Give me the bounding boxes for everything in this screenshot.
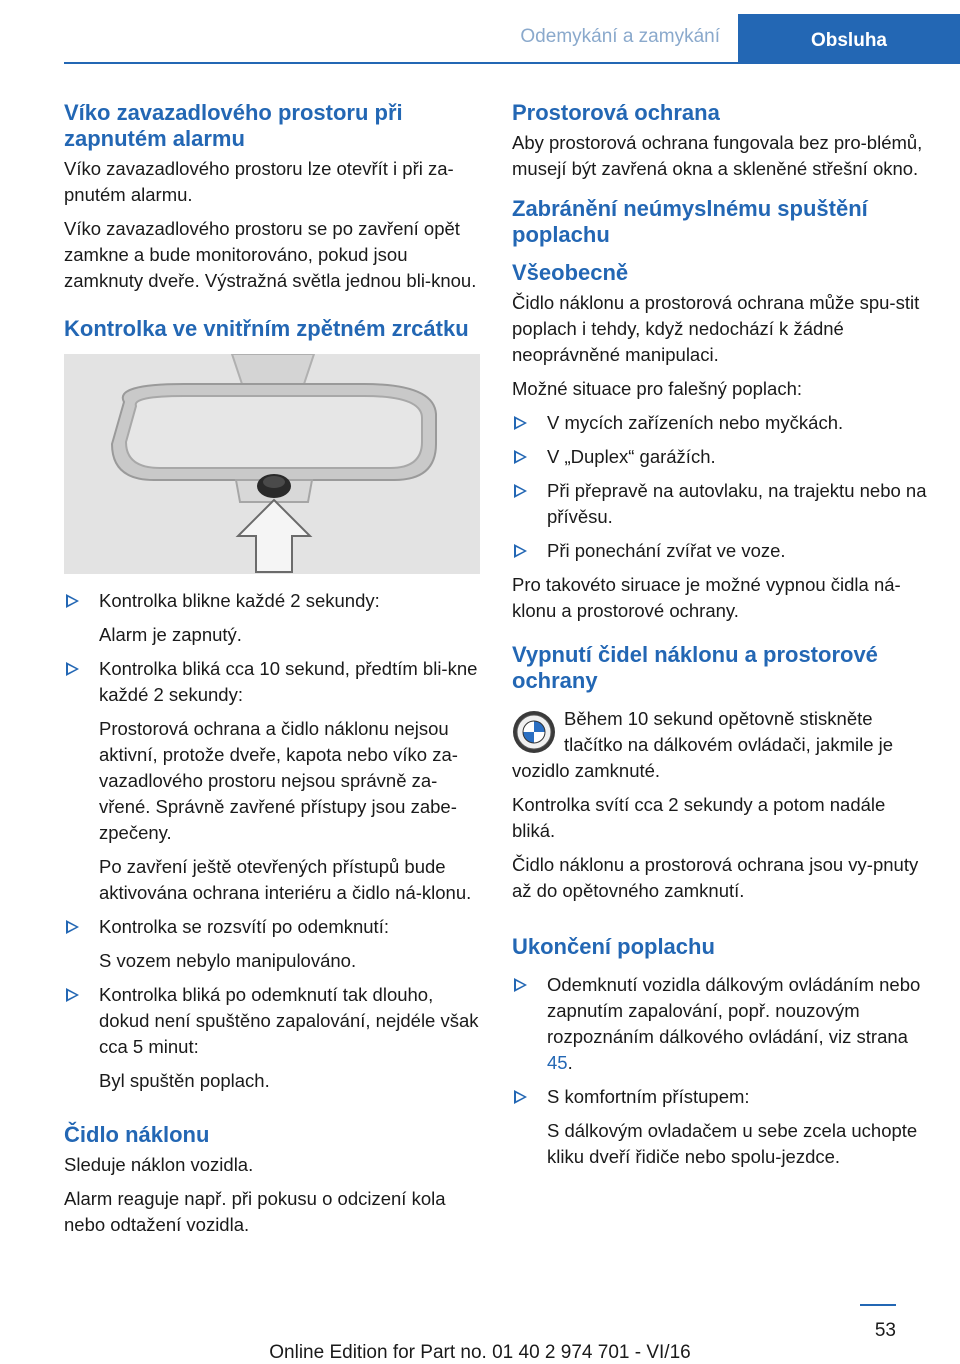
list-item-text: S vozem nebylo manipulováno. xyxy=(99,950,357,971)
remote-note xyxy=(512,706,928,784)
heading-prevent-false-alarm: Zabránění neúmyslnému spuštění poplachu xyxy=(512,196,868,247)
bullet-triangle-icon xyxy=(514,544,527,558)
bullet-triangle-icon xyxy=(514,450,527,464)
paragraph: Čidlo náklonu a prostorová ochrana může spu-stit poplach i tehdy, když nedochází k žádné neoprávněné manipulaci. xyxy=(512,292,920,365)
bullet-triangle-icon xyxy=(66,988,79,1002)
list-item xyxy=(512,478,928,530)
heading-trunk-lid: Víko zavazadlového prostoru při zapnutém alarmu xyxy=(64,100,403,151)
edition-note: Online Edition for Part no. 01 40 2 974 701 - VI/16 xyxy=(269,1342,691,1363)
list-item xyxy=(64,656,482,906)
heading-general: Všeobecně xyxy=(512,260,629,285)
list-item-text: V mycích zařízeních nebo myčkách. xyxy=(547,412,844,433)
right-column xyxy=(512,100,928,1178)
paragraph: Sleduje náklon vozidla. xyxy=(64,1154,254,1175)
paragraph: Víko zavazadlového prostoru se po zavření opět zamkne a bude monitorováno, pokud jsou zamknuty dveře. Výstražná světla jednou bli-knou. xyxy=(64,218,477,291)
bmw-logo-icon xyxy=(512,710,556,754)
paragraph: Kontrolka svítí cca 2 sekundy a potom nadále bliká. xyxy=(512,794,886,841)
text-run: . xyxy=(567,1052,573,1073)
list-item xyxy=(64,982,482,1094)
list-item-text: Prostorová ochrana a čidlo náklonu nejsou aktivní, protože dveře, kapota nebo víko za-vazadlového prostoru nejsou správně za-vřené. Správně zavřené přístupy jsou zabe-zpečeny. xyxy=(99,718,458,843)
bullet-triangle-icon xyxy=(514,978,527,992)
list-item xyxy=(64,588,482,648)
heading-end-alarm: Ukončení poplachu xyxy=(512,934,715,959)
section-title: Odemykání a zamykání xyxy=(520,26,720,47)
page-footer xyxy=(0,1316,960,1362)
heading-interior-protection: Prostorová ochrana xyxy=(512,100,720,125)
list-item-title: Kontrolka blikne každé 2 sekundy: xyxy=(99,590,380,611)
list-item xyxy=(512,1084,928,1170)
paragraph: Alarm reaguje např. při pokusu o odcizení kola nebo odtažení vozidla. xyxy=(64,1188,446,1235)
bullet-triangle-icon xyxy=(66,662,79,676)
list-item xyxy=(64,914,482,974)
list-item-text: Při přepravě na autovlaku, na trajektu nebo na přívěsu. xyxy=(547,480,927,527)
list-item xyxy=(512,444,928,470)
mirror-illustration xyxy=(64,354,480,574)
footer-rule xyxy=(860,1304,896,1306)
left-column xyxy=(64,100,482,1246)
list-item xyxy=(512,410,928,436)
list-item-text: V „Duplex“ garážích. xyxy=(547,446,716,467)
bullet-triangle-icon xyxy=(66,920,79,934)
list-item-title: Kontrolka bliká cca 10 sekund, předtím bli-kne každé 2 sekundy: xyxy=(99,658,478,705)
heading-mirror-indicator: Kontrolka ve vnitřním zpětném zrcátku xyxy=(64,316,469,341)
heading-disable-sensors: Vypnutí čidel náklonu a prostorové ochrany xyxy=(512,642,878,693)
bullet-triangle-icon xyxy=(66,594,79,608)
heading-tilt-sensor: Čidlo náklonu xyxy=(64,1122,210,1147)
list-item xyxy=(512,538,928,564)
chapter-tab: Obsluha xyxy=(738,14,960,62)
list-item xyxy=(512,972,928,1076)
page-reference-link[interactable]: 45 xyxy=(547,1052,568,1073)
page-number: 53 xyxy=(874,1320,896,1341)
paragraph: Pro takovéto siruace je možné vypnou čidla ná-klonu a prostorové ochrany. xyxy=(512,574,901,621)
paragraph: Možné situace pro falešný poplach: xyxy=(512,378,803,399)
header-rule xyxy=(64,62,960,64)
list-item-text: Při ponechání zvířat ve voze. xyxy=(547,540,786,561)
list-item-text: Alarm je zapnutý. xyxy=(99,624,242,645)
text-run: Odemknutí vozidla dálkovým ovládáním nebo zapnutím zapalování, popř. nouzovým rozpoznáním dálkového ovládání, viz strana xyxy=(547,974,921,1047)
end-alarm-list xyxy=(512,972,928,1170)
list-item-text: Byl spuštěn poplach. xyxy=(99,1070,270,1091)
list-item-text: S dálkovým ovladačem u sebe zcela uchopte kliku dveří řidiče nebo spolu-jezdce. xyxy=(547,1120,918,1167)
bullet-triangle-icon xyxy=(514,416,527,430)
list-item-title: Kontrolka bliká po odemknutí tak dlouho, dokud není spuštěno zapalování, nejdéle však cca 5 minut: xyxy=(99,984,479,1057)
paragraph: Čidlo náklonu a prostorová ochrana jsou vy-pnuty až do opětovného zamknutí. xyxy=(512,854,919,901)
list-item-title: Kontrolka se rozsvítí po odemknutí: xyxy=(99,916,389,937)
indicator-list xyxy=(64,588,482,1094)
list-item-title: S komfortním přístupem: xyxy=(547,1086,750,1107)
list-item-text: Po zavření ještě otevřených přístupů bude aktivována ochrana interiéru a čidlo ná-klonu. xyxy=(99,856,472,903)
paragraph: Víko zavazadlového prostoru lze otevřít i při za-pnutém alarmu. xyxy=(64,158,454,205)
paragraph: Aby prostorová ochrana fungovala bez pro-blémů, musejí být zavřená okna a skleněné střešní okno. xyxy=(512,132,923,179)
paragraph: Během 10 sekund opětovně stiskněte tlačítko na dálkovém ovládači, jakmile je vozidlo zamknuté. xyxy=(512,708,894,781)
bullet-triangle-icon xyxy=(514,484,527,498)
bullet-triangle-icon xyxy=(514,1090,527,1104)
false-alarm-list xyxy=(512,410,928,564)
page-header xyxy=(0,0,960,62)
list-item-text xyxy=(547,972,928,1076)
